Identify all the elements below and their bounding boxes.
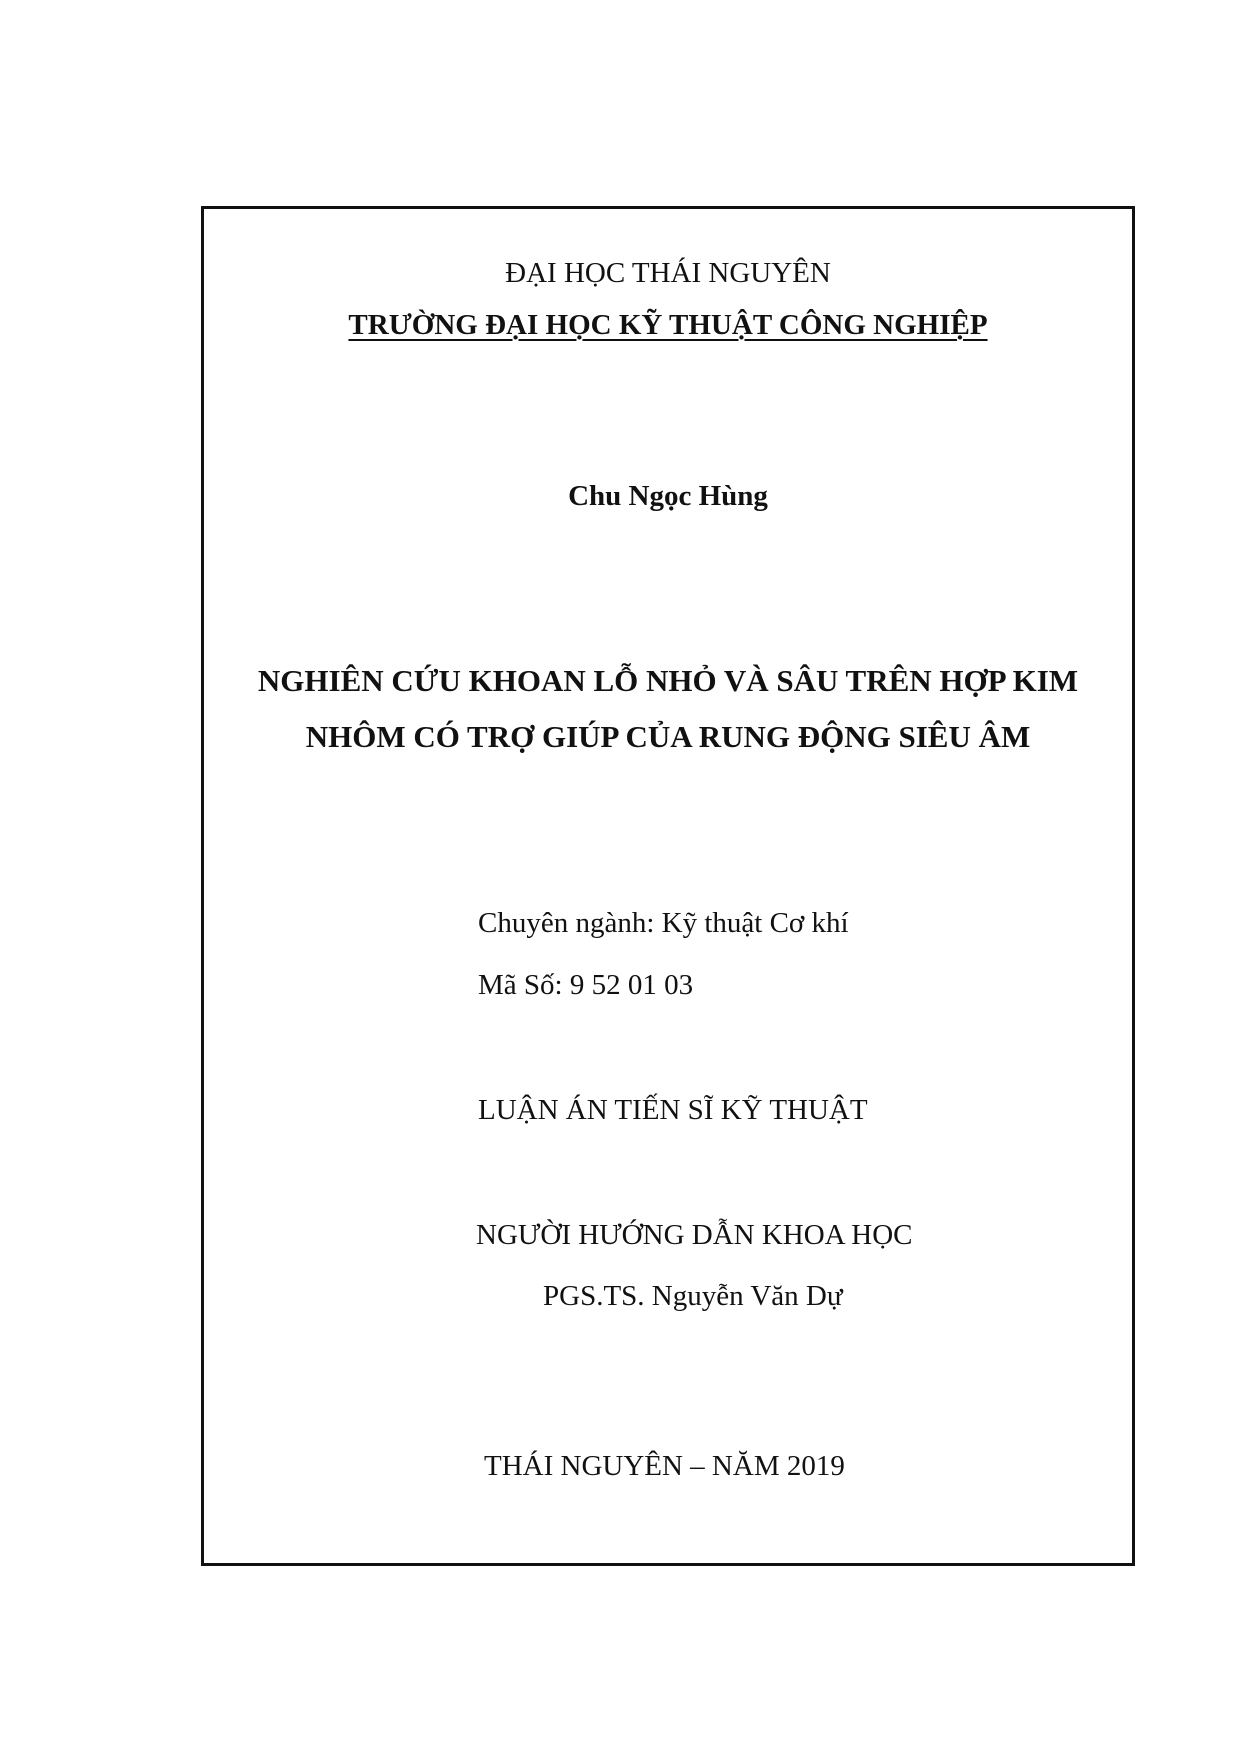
school-name bbox=[204, 311, 1132, 340]
major-field: Chuyên ngành: Kỹ thuật Cơ khí bbox=[478, 907, 849, 939]
thesis-title-line-1: NGHIÊN CỨU KHOAN LỖ NHỎ VÀ SÂU TRÊN HỢP KIM bbox=[257, 663, 1079, 698]
thesis-title-line-2: NHÔM CÓ TRỢ GIÚP CỦA RUNG ĐỘNG SIÊU ÂM bbox=[305, 719, 1031, 754]
place-and-year: THÁI NGUYÊN – NĂM 2019 bbox=[484, 1450, 845, 1482]
major-code: Mã Số: 9 52 01 03 bbox=[478, 969, 694, 1001]
advisor-name: PGS.TS. Nguyễn Văn Dự bbox=[543, 1280, 843, 1312]
degree-title: LUẬN ÁN TIẾN SĨ KỸ THUẬT bbox=[478, 1094, 868, 1126]
author-name: Chu Ngọc Hùng bbox=[568, 480, 768, 512]
cover-frame bbox=[201, 206, 1135, 1566]
advisor-label: NGƯỜI HƯỚNG DẪN KHOA HỌC bbox=[476, 1219, 913, 1251]
university-name: ĐẠI HỌC THÁI NGUYÊN bbox=[505, 257, 831, 289]
school-name-text: TRƯỜNG ĐẠI HỌC KỸ THUẬT CÔNG NGHIỆP bbox=[348, 309, 988, 341]
